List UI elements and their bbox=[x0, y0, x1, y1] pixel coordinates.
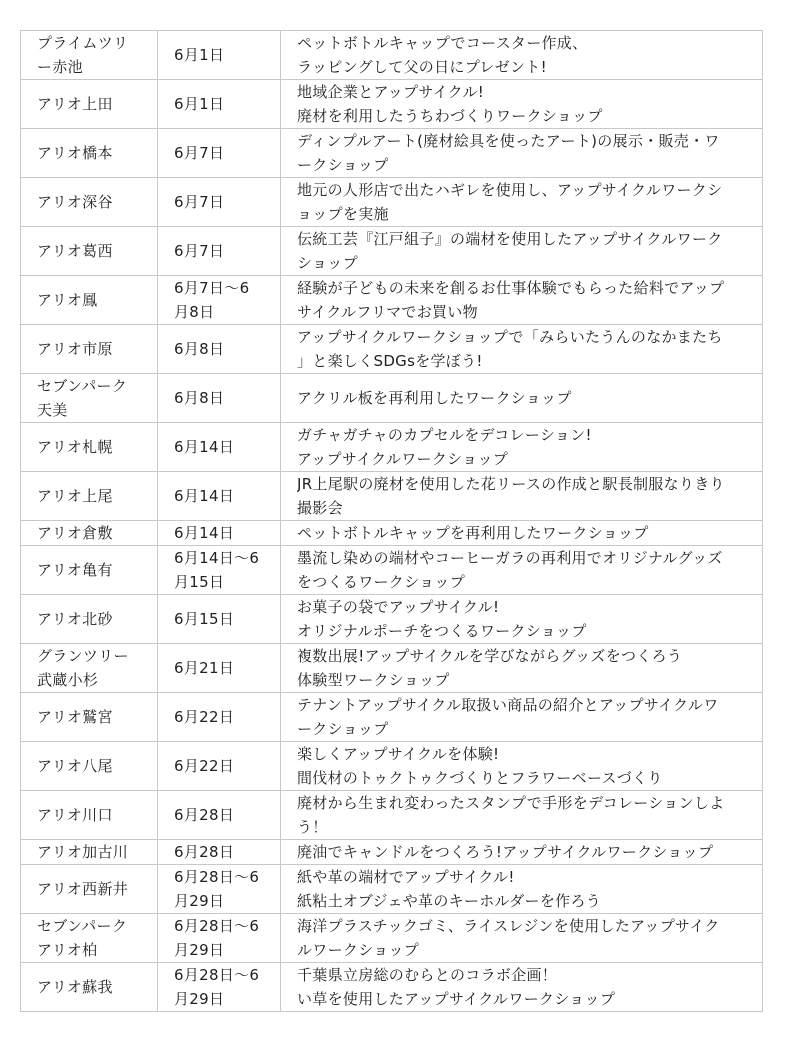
description-cell bbox=[281, 840, 763, 865]
description-cell-line: JR上尾駅の廃材を使用した花リースの作成と駅長制服なりきり bbox=[297, 475, 725, 493]
description-cell-line: い草を使用したアップサイクルワークショップ bbox=[297, 990, 616, 1008]
description-cell bbox=[281, 423, 763, 472]
store-cell bbox=[21, 595, 158, 644]
description-cell-line: 廃材を利用したうちわづくりワークショップ bbox=[297, 107, 603, 125]
description-cell-line: ペットボトルキャップでコースター作成、 bbox=[297, 34, 588, 52]
date-cell bbox=[158, 865, 281, 914]
description-cell-line: 間伐材のトゥクトゥクづくりとフラワーベースづくり bbox=[297, 769, 663, 787]
date-cell-line: 6月7日〜6 bbox=[174, 279, 250, 297]
description-cell-line: テナントアップサイクル取扱い商品の紹介とアップサイクルワ bbox=[297, 696, 719, 714]
description-cell bbox=[281, 546, 763, 595]
store-cell bbox=[21, 840, 158, 865]
date-cell bbox=[158, 963, 281, 1012]
description-cell-line: 紙や革の端材でアップサイクル! bbox=[297, 868, 515, 886]
date-cell-line: 6月1日 bbox=[174, 95, 225, 113]
store-cell-line: アリオ北砂 bbox=[37, 610, 113, 628]
description-cell bbox=[281, 276, 763, 325]
table-row bbox=[21, 178, 763, 227]
description-cell bbox=[281, 791, 763, 840]
date-cell-line: 月29日 bbox=[174, 941, 225, 959]
date-cell bbox=[158, 521, 281, 546]
store-cell-line: アリオ鷲宮 bbox=[37, 708, 113, 726]
table-row bbox=[21, 693, 763, 742]
table-row bbox=[21, 276, 763, 325]
store-cell bbox=[21, 963, 158, 1012]
description-cell bbox=[281, 963, 763, 1012]
store-cell-line: アリオ川口 bbox=[37, 806, 113, 824]
store-cell-line: アリオ鳳 bbox=[37, 291, 98, 309]
description-cell bbox=[281, 742, 763, 791]
description-cell bbox=[281, 129, 763, 178]
table-row bbox=[21, 521, 763, 546]
store-cell-line: セブンパーク bbox=[37, 377, 128, 395]
store-cell-line: セブンパーク bbox=[37, 917, 128, 935]
description-cell-line: ークショップ bbox=[297, 156, 389, 174]
store-cell bbox=[21, 276, 158, 325]
store-cell-line: アリオ橋本 bbox=[37, 144, 113, 162]
store-cell-line: アリオ八尾 bbox=[37, 757, 113, 775]
store-cell-line: アリオ市原 bbox=[37, 340, 113, 358]
date-cell bbox=[158, 227, 281, 276]
event-table-body bbox=[21, 31, 763, 1012]
store-cell-line: グランツリー bbox=[37, 647, 129, 665]
description-cell-line: ョップを実施 bbox=[297, 205, 389, 223]
store-cell bbox=[21, 693, 158, 742]
date-cell-line: 6月22日 bbox=[174, 708, 235, 726]
table-row bbox=[21, 963, 763, 1012]
date-cell bbox=[158, 178, 281, 227]
description-cell bbox=[281, 521, 763, 546]
date-cell-line: 6月7日 bbox=[174, 242, 225, 260]
date-cell bbox=[158, 595, 281, 644]
date-cell bbox=[158, 472, 281, 521]
description-cell bbox=[281, 644, 763, 693]
date-cell-line: 月8日 bbox=[174, 303, 215, 321]
date-cell bbox=[158, 742, 281, 791]
store-cell-line: アリオ亀有 bbox=[37, 561, 113, 579]
date-cell bbox=[158, 325, 281, 374]
description-cell-line: 経験が子どもの未来を創るお仕事体験でもらった給料でアップ bbox=[297, 279, 725, 297]
store-cell-line: アリオ上尾 bbox=[37, 487, 113, 505]
description-cell-line: ペットボトルキャップを再利用したワークショップ bbox=[297, 524, 649, 542]
event-schedule-document bbox=[20, 30, 762, 1012]
table-row bbox=[21, 644, 763, 693]
description-cell-line: 廃油でキャンドルをつくろう!アップサイクルワークショップ bbox=[297, 843, 714, 861]
description-cell-line: をつくるワークショップ bbox=[297, 573, 466, 591]
date-cell-line: 6月8日 bbox=[174, 389, 225, 407]
store-cell-line: アリオ深谷 bbox=[37, 193, 113, 211]
store-cell-line: アリオ柏 bbox=[37, 941, 98, 959]
date-cell-line: 6月8日 bbox=[174, 340, 225, 358]
date-cell bbox=[158, 644, 281, 693]
table-row bbox=[21, 742, 763, 791]
store-cell bbox=[21, 472, 158, 521]
store-cell-line: アリオ倉敷 bbox=[37, 524, 113, 542]
date-cell-line: 6月7日 bbox=[174, 144, 225, 162]
description-cell-line: 墨流し染めの端材やコーヒーガラの再利用でオリジナルグッズ bbox=[297, 549, 723, 567]
description-cell-line: 千葉県立房総のむらとのコラボ企画！ bbox=[297, 966, 558, 984]
table-row bbox=[21, 374, 763, 423]
date-cell bbox=[158, 840, 281, 865]
date-cell bbox=[158, 791, 281, 840]
store-cell-line: アリオ札幌 bbox=[37, 438, 113, 456]
description-cell bbox=[281, 865, 763, 914]
table-row bbox=[21, 325, 763, 374]
date-cell bbox=[158, 374, 281, 423]
date-cell-line: 6月14日〜6 bbox=[174, 549, 260, 567]
date-cell-line: 月29日 bbox=[174, 990, 225, 1008]
description-cell-line: 伝統工芸『江戸組子』の端材を使用したアップサイクルワーク bbox=[297, 230, 723, 248]
table-row bbox=[21, 31, 763, 80]
table-row bbox=[21, 840, 763, 865]
table-row bbox=[21, 595, 763, 644]
date-cell-line: 6月14日 bbox=[174, 487, 235, 505]
store-cell bbox=[21, 374, 158, 423]
date-cell-line: 6月14日 bbox=[174, 438, 235, 456]
description-cell-line: 地域企業とアップサイクル! bbox=[297, 83, 485, 101]
description-cell-line: 」と楽しくSDGsを学ぼう! bbox=[297, 352, 483, 370]
description-cell-line: ディンプルアート(廃材絵具を使ったアート)の展示・販売・ワ bbox=[297, 132, 720, 150]
date-cell bbox=[158, 80, 281, 129]
description-cell bbox=[281, 914, 763, 963]
table-row bbox=[21, 914, 763, 963]
table-row bbox=[21, 865, 763, 914]
description-cell-line: サイクルフリマでお買い物 bbox=[297, 303, 478, 321]
description-cell bbox=[281, 693, 763, 742]
description-cell-line: う！ bbox=[297, 818, 328, 836]
date-cell-line: 6月28日〜6 bbox=[174, 868, 260, 886]
date-cell bbox=[158, 423, 281, 472]
date-cell-line: 6月22日 bbox=[174, 757, 235, 775]
description-cell bbox=[281, 31, 763, 80]
date-cell-line: 6月28日 bbox=[174, 806, 235, 824]
table-row bbox=[21, 227, 763, 276]
date-cell bbox=[158, 129, 281, 178]
table-row bbox=[21, 423, 763, 472]
table-row bbox=[21, 80, 763, 129]
date-cell bbox=[158, 693, 281, 742]
description-cell-line: 紙粘土オブジェや革のキーホルダーを作ろう bbox=[297, 892, 602, 910]
description-cell-line: オリジナルポーチをつくるワークショップ bbox=[297, 622, 587, 640]
store-cell bbox=[21, 521, 158, 546]
store-cell bbox=[21, 423, 158, 472]
table-row bbox=[21, 129, 763, 178]
store-cell bbox=[21, 865, 158, 914]
date-cell bbox=[158, 276, 281, 325]
date-cell-line: 月29日 bbox=[174, 892, 225, 910]
store-cell bbox=[21, 31, 158, 80]
description-cell-line: アップサイクルワークショップ bbox=[297, 450, 509, 468]
description-cell bbox=[281, 227, 763, 276]
table-row bbox=[21, 791, 763, 840]
store-cell bbox=[21, 791, 158, 840]
description-cell bbox=[281, 80, 763, 129]
store-cell bbox=[21, 644, 158, 693]
description-cell-line: アクリル板を再利用したワークショップ bbox=[297, 389, 572, 407]
store-cell-line: プライムツリ bbox=[37, 34, 129, 52]
store-cell-line: ー赤池 bbox=[37, 58, 83, 76]
store-cell bbox=[21, 178, 158, 227]
date-cell-line: 6月21日 bbox=[174, 659, 235, 677]
description-cell-line: アップサイクルワークショップで「みらいたうんのなかまたち bbox=[297, 328, 723, 346]
table-row bbox=[21, 546, 763, 595]
store-cell-line: 天美 bbox=[37, 401, 68, 419]
description-cell-line: 体験型ワークショップ bbox=[297, 671, 450, 689]
date-cell-line: 6月14日 bbox=[174, 524, 235, 542]
description-cell-line: 海洋プラスチックゴミ、ライスレジンを使用したアップサイク bbox=[297, 917, 720, 935]
description-cell-line: ルワークショップ bbox=[297, 941, 420, 959]
description-cell-line: 撮影会 bbox=[297, 499, 343, 517]
date-cell-line: 6月28日〜6 bbox=[174, 966, 260, 984]
event-table bbox=[20, 30, 763, 1012]
description-cell-line: ークショップ bbox=[297, 720, 389, 738]
date-cell bbox=[158, 31, 281, 80]
store-cell bbox=[21, 742, 158, 791]
description-cell-line: 複数出展!アップサイクルを学びながらグッズをつくろう bbox=[297, 647, 683, 665]
store-cell bbox=[21, 914, 158, 963]
store-cell bbox=[21, 325, 158, 374]
store-cell-line: アリオ葛西 bbox=[37, 242, 113, 260]
store-cell-line: アリオ西新井 bbox=[37, 880, 129, 898]
description-cell-line: ラッピングして父の日にプレゼント! bbox=[297, 58, 547, 76]
description-cell-line: お菓子の袋でアップサイクル! bbox=[297, 598, 500, 616]
store-cell-line: アリオ上田 bbox=[37, 95, 113, 113]
description-cell bbox=[281, 595, 763, 644]
description-cell bbox=[281, 472, 763, 521]
description-cell-line: 廃材から生まれ変わったスタンプで手形をデコレーションしよ bbox=[297, 794, 725, 812]
store-cell bbox=[21, 80, 158, 129]
date-cell bbox=[158, 914, 281, 963]
store-cell-line: アリオ蘇我 bbox=[37, 978, 113, 996]
table-row bbox=[21, 472, 763, 521]
store-cell bbox=[21, 227, 158, 276]
description-cell-line: 地元の人形店で出たハギレを使用し、アップサイクルワークシ bbox=[297, 181, 723, 199]
description-cell bbox=[281, 325, 763, 374]
description-cell bbox=[281, 178, 763, 227]
store-cell bbox=[21, 546, 158, 595]
date-cell-line: 6月15日 bbox=[174, 610, 235, 628]
description-cell-line: ガチャガチャのカプセルをデコレーション! bbox=[297, 426, 592, 444]
description-cell-line: 楽しくアップサイクルを体験! bbox=[297, 745, 500, 763]
store-cell bbox=[21, 129, 158, 178]
store-cell-line: アリオ加古川 bbox=[37, 843, 129, 861]
date-cell-line: 月15日 bbox=[174, 573, 225, 591]
date-cell-line: 6月28日〜6 bbox=[174, 917, 260, 935]
description-cell-line: ショップ bbox=[297, 254, 358, 272]
date-cell-line: 6月1日 bbox=[174, 46, 225, 64]
date-cell-line: 6月28日 bbox=[174, 843, 235, 861]
description-cell bbox=[281, 374, 763, 423]
store-cell-line: 武蔵小杉 bbox=[37, 671, 99, 689]
date-cell-line: 6月7日 bbox=[174, 193, 225, 211]
date-cell bbox=[158, 546, 281, 595]
